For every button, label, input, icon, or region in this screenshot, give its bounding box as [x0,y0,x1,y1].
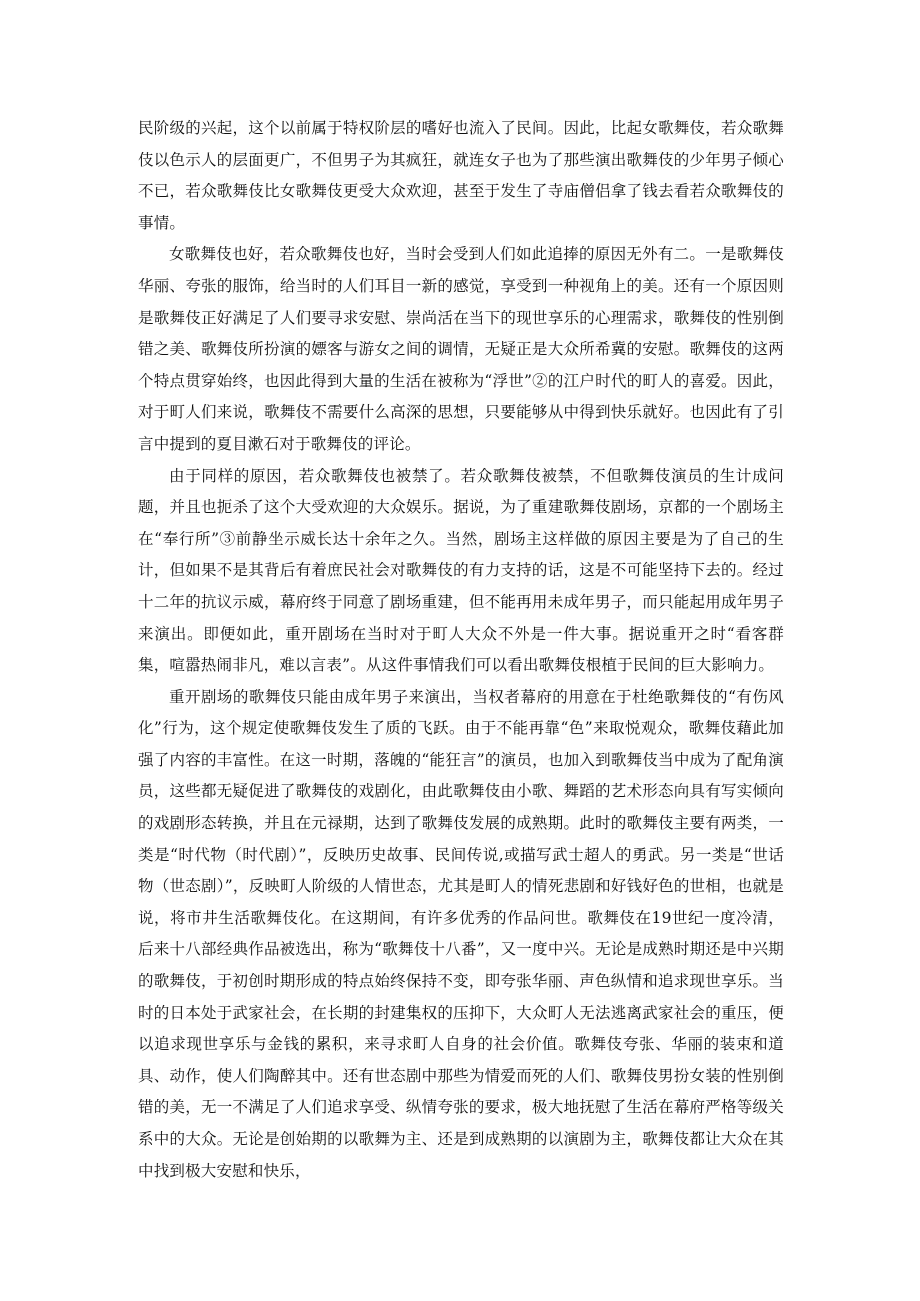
paragraph-maturity-period: 重开剧场的歌舞伎只能由成年男子来演出，当权者幕府的用意在于杜绝歌舞伎的“有伤风化”行为，这个规定使歌舞伎发生了质的飞跃。由于不能再靠“色”来取悦观众，歌舞伎藉此加强了内容的丰富性。在这一时期，落魄的“能狂言”的演员，也加入到歌舞伎当中成为了配角演员，这些都无疑促进了歌舞伎的戏剧化，由此歌舞伎由小歌、舞蹈的艺术形态向具有写实倾向的戏剧形态转换，并且在元禄期，达到了歌舞伎发展的成熟期。此时的歌舞伎主要有两类，一类是“时代物（时代剧）”，反映历史故事、民间传说,或描写武士超人的勇武。另一类是“世话物（世态剧）”，反映町人阶级的人情世态，尤其是町人的情死悲剧和好钱好色的世相，也就是说，将市井生活歌舞伎化。在这期间，有许多优秀的作品问世。歌舞伎在19世纪一度冷清，后来十八部经典作品被选出，称为“歌舞伎十八番”，又一度中兴。无论是成熟时期还是中兴期的歌舞伎，于初创时期形成的特点始终保持不变，即夸张华丽、声色纵情和追求现世享乐。当时的日本处于武家社会，在长期的封建集权的压抑下，大众町人无法逃离武家社会的重压，便以追求现世享乐与金钱的累积，来寻求町人自身的社会价值。歌舞伎夸张、华丽的装束和道具、动作，使人们陶醉其中。还有世态剧中那些为情爱而死的人们、歌舞伎男扮女装的性别倒错的美，无一不满足了人们追求享受、纵情夸张的要求，极大地抚慰了生活在幕府严格等级关系中的大众。无论是创始期的以歌舞为主、还是到成熟期的以演剧为主，歌舞伎都让大众在其中找到极大安慰和快乐， [138,687,784,1180]
paragraph-popularity-reasons: 女歌舞伎也好，若众歌舞伎也好，当时会受到人们如此追捧的原因无外有二。一是歌舞伎华丽、夸张的服饰，给当时的人们耳目一新的感觉，享受到一种视角上的美。还有一个原因则是歌舞伎正好满足了人们要寻求安慰、崇尚活在当下的现世享乐的心理需求，歌舞伎的性别倒错之美、歌舞伎所扮演的嫖客与游女之间的调情，无疑正是大众所希冀的安慰。歌舞伎的这两个特点贯穿始终，也因此得到大量的生活在被称为“浮世”②的江户时代的町人的喜爱。因此，对于町人们来说，歌舞伎不需要什么高深的思想，只要能够从中得到快乐就好。也因此有了引言中提到的夏目漱石对于歌舞伎的评论。 [138,245,784,453]
paragraph-ban-and-reopening: 由于同样的原因，若众歌舞伎也被禁了。若众歌舞伎被禁，不但歌舞伎演员的生计成问题，并且也扼杀了这个大受欢迎的大众娱乐。据说，为了重建歌舞伎剧场，京都的一个剧场主在“奉行所”③前静坐示威长达十余年之久。当然，剧场主这样做的原因主要是为了自己的生计，但如果不是其背后有着庶民社会对歌舞伎的有力支持的话，这是不可能坚持下去的。经过十二年的抗议示威，幕府终于同意了剧场重建，但不能再用未成年男子，而只能起用成年男子来演出。即便如此，重开剧场在当时对于町人大众不外是一件大事。据说重开之时“看客群集，喧嚣热闹非凡，难以言表”。从这件事情我们可以看出歌舞伎根植于民间的巨大影响力。 [138,466,784,675]
document-body [138,113,784,1187]
paragraph-continuation: 民阶级的兴起，这个以前属于特权阶层的嗜好也流入了民间。因此，比起女歌舞伎，若众歌舞伎以色示人的层面更广，不但男子为其疯狂，就连女子也为了那些演出歌舞伎的少年男子倾心不已，若众歌舞伎比女歌舞伎更受大众欢迎，甚至于发生了寺庙僧侣拿了钱去看若众歌舞伎的事情。 [138,119,784,232]
